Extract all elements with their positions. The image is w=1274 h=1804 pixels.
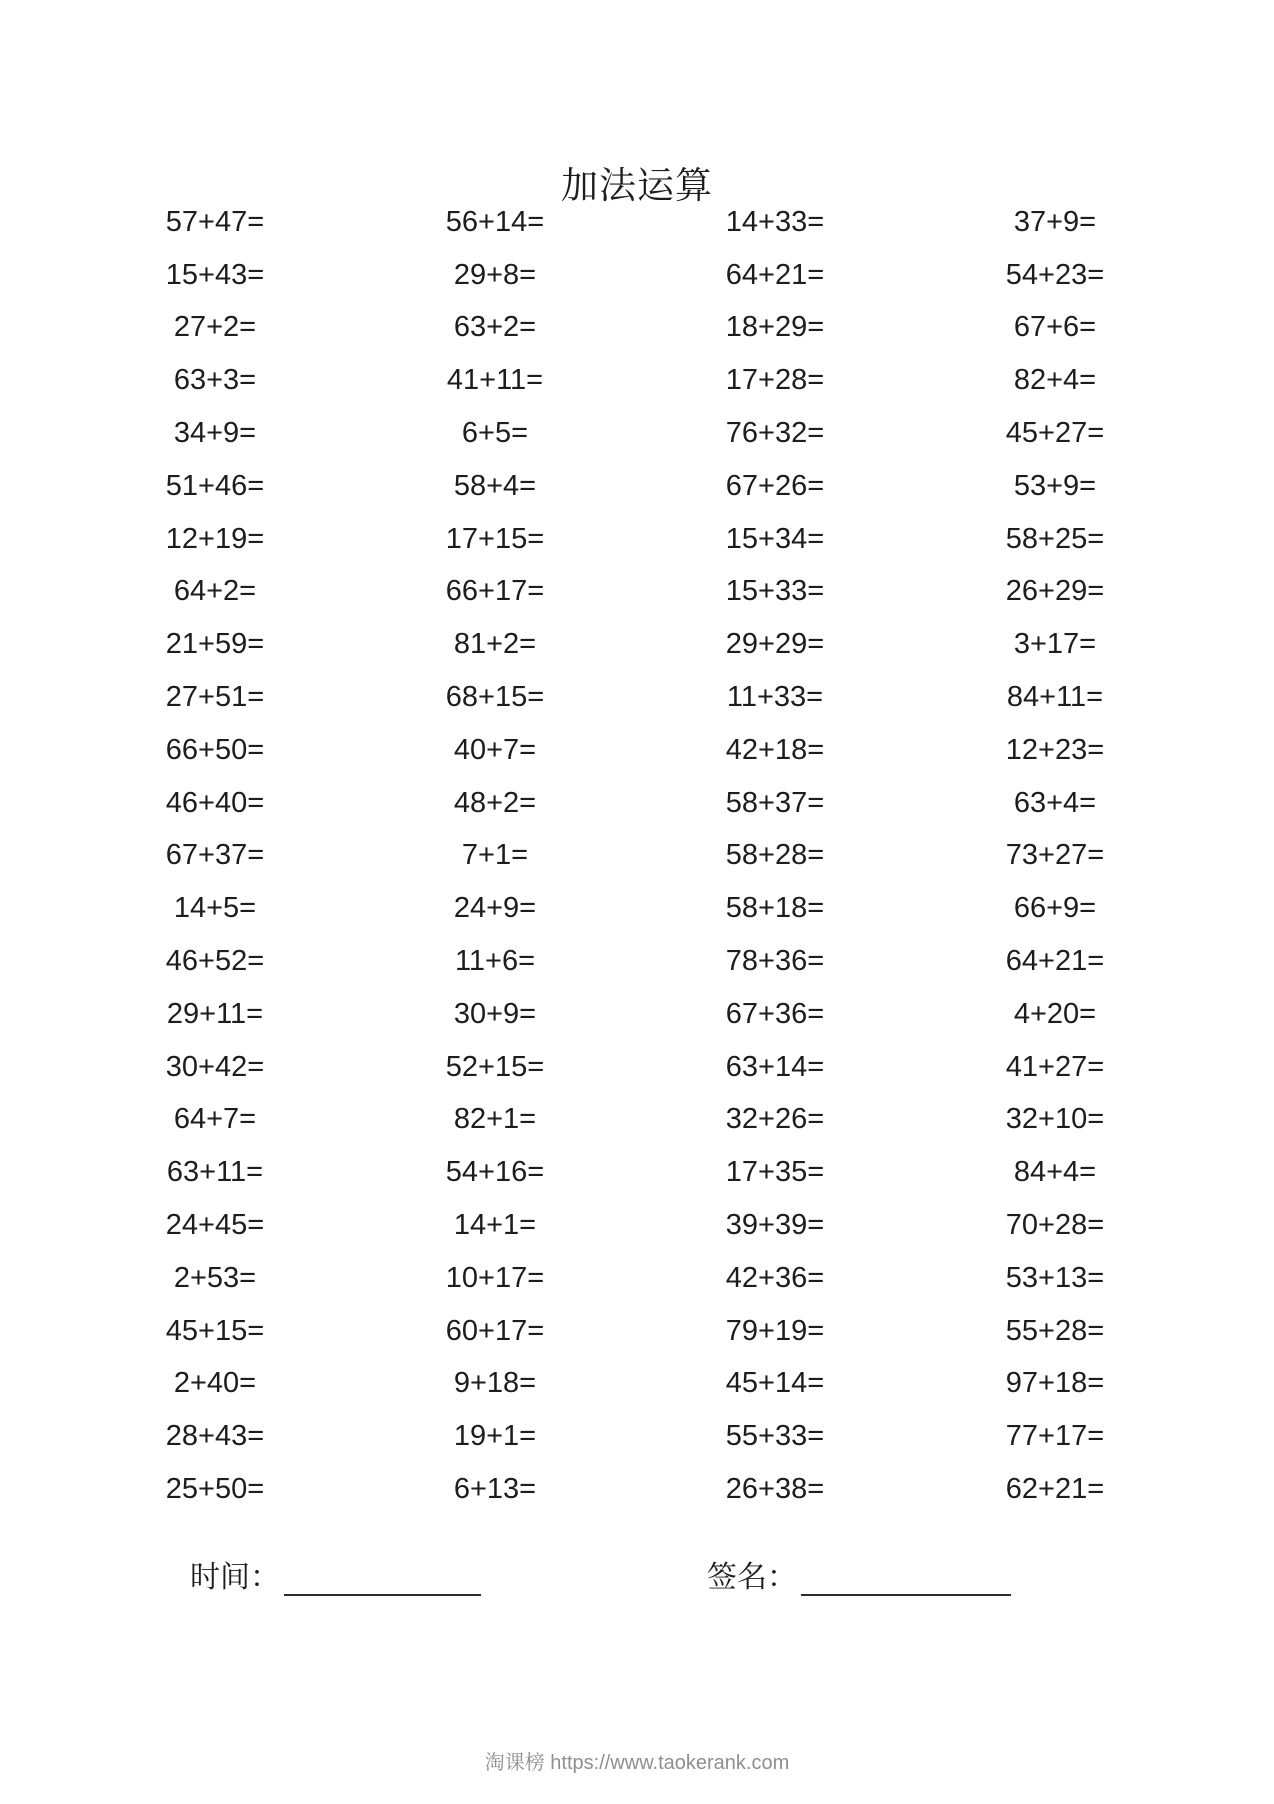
problem-r9-c2: 81+2= bbox=[453, 628, 537, 661]
problem-r4-c2: 41+11= bbox=[446, 364, 544, 397]
problem-r1-c3: 14+33= bbox=[725, 205, 825, 238]
problem-r22-c2: 60+17= bbox=[445, 1314, 545, 1347]
problem-r21-c3: 42+36= bbox=[725, 1261, 825, 1294]
problem-r25-c3: 26+38= bbox=[725, 1473, 825, 1506]
problem-r18-c2: 82+1= bbox=[453, 1103, 537, 1136]
problem-r16-c2: 30+9= bbox=[453, 997, 537, 1030]
problem-r15-c4: 64+21= bbox=[1005, 945, 1105, 978]
problem-r2-c3: 64+21= bbox=[725, 258, 825, 291]
problem-r13-c4: 73+27= bbox=[1005, 839, 1105, 872]
problem-r17-c1: 30+42= bbox=[165, 1050, 265, 1083]
problem-r19-c2: 54+16= bbox=[445, 1156, 545, 1189]
problem-r22-c1: 45+15= bbox=[165, 1314, 265, 1347]
problem-r14-c3: 58+18= bbox=[725, 892, 825, 925]
page-title: 加法运算 bbox=[561, 165, 713, 206]
signature-label: 签名： bbox=[707, 1561, 797, 1594]
problem-r15-c3: 78+36= bbox=[725, 945, 825, 978]
problems-grid bbox=[75, 196, 1195, 1516]
problem-r9-c1: 21+59= bbox=[165, 628, 265, 661]
problem-r17-c4: 41+27= bbox=[1005, 1050, 1105, 1083]
problem-r23-c2: 9+18= bbox=[453, 1367, 537, 1400]
problem-r20-c4: 70+28= bbox=[1005, 1209, 1105, 1242]
time-field bbox=[190, 1552, 481, 1596]
problem-r7-c4: 58+25= bbox=[1005, 522, 1105, 555]
problem-r7-c2: 17+15= bbox=[445, 522, 545, 555]
problem-r2-c4: 54+23= bbox=[1005, 258, 1105, 291]
problem-r21-c4: 53+13= bbox=[1005, 1261, 1105, 1294]
problem-r14-c2: 24+9= bbox=[453, 892, 537, 925]
problem-r5-c2: 6+5= bbox=[461, 417, 529, 450]
problem-r1-c1: 57+47= bbox=[165, 205, 265, 238]
problem-r17-c2: 52+15= bbox=[445, 1050, 545, 1083]
problem-r18-c3: 32+26= bbox=[725, 1103, 825, 1136]
problem-r3-c2: 63+2= bbox=[453, 311, 537, 344]
problem-r5-c1: 34+9= bbox=[173, 417, 257, 450]
problem-r11-c2: 40+7= bbox=[453, 733, 537, 766]
signature-field bbox=[707, 1552, 1011, 1596]
problem-r9-c4: 3+17= bbox=[1013, 628, 1097, 661]
problem-r20-c3: 39+39= bbox=[725, 1209, 825, 1242]
problem-r19-c3: 17+35= bbox=[725, 1156, 825, 1189]
problem-r20-c2: 14+1= bbox=[453, 1209, 537, 1242]
problem-r6-c2: 58+4= bbox=[453, 469, 537, 502]
problem-r15-c2: 11+6= bbox=[454, 945, 536, 978]
problem-r16-c3: 67+36= bbox=[725, 997, 825, 1030]
problem-r14-c1: 14+5= bbox=[173, 892, 257, 925]
problem-r24-c4: 77+17= bbox=[1005, 1420, 1105, 1453]
signature-blank-line bbox=[801, 1560, 1011, 1596]
problem-r24-c1: 28+43= bbox=[165, 1420, 265, 1453]
problem-r1-c2: 56+14= bbox=[445, 205, 545, 238]
problem-r24-c2: 19+1= bbox=[453, 1420, 537, 1453]
problem-r18-c1: 64+7= bbox=[173, 1103, 257, 1136]
problem-r7-c3: 15+34= bbox=[725, 522, 825, 555]
problem-r10-c1: 27+51= bbox=[165, 681, 265, 714]
problem-r13-c3: 58+28= bbox=[725, 839, 825, 872]
problem-r10-c3: 11+33= bbox=[726, 681, 824, 714]
problem-r12-c3: 58+37= bbox=[725, 786, 825, 819]
problem-r6-c3: 67+26= bbox=[725, 469, 825, 502]
problem-r6-c1: 51+46= bbox=[165, 469, 265, 502]
time-blank-line bbox=[284, 1560, 481, 1596]
problem-r1-c4: 37+9= bbox=[1013, 205, 1097, 238]
problem-r16-c4: 4+20= bbox=[1013, 997, 1097, 1030]
problem-r8-c2: 66+17= bbox=[445, 575, 545, 608]
problem-r19-c1: 63+11= bbox=[166, 1156, 264, 1189]
problem-r7-c1: 12+19= bbox=[165, 522, 265, 555]
problem-r21-c2: 10+17= bbox=[445, 1261, 545, 1294]
problem-r3-c3: 18+29= bbox=[725, 311, 825, 344]
problem-r11-c3: 42+18= bbox=[725, 733, 825, 766]
problem-r21-c1: 2+53= bbox=[173, 1261, 257, 1294]
problem-r11-c1: 66+50= bbox=[165, 733, 265, 766]
problem-r15-c1: 46+52= bbox=[165, 945, 265, 978]
problem-r25-c2: 6+13= bbox=[453, 1473, 537, 1506]
problem-r23-c4: 97+18= bbox=[1005, 1367, 1105, 1400]
problem-r14-c4: 66+9= bbox=[1013, 892, 1097, 925]
problem-r19-c4: 84+4= bbox=[1013, 1156, 1097, 1189]
problem-r18-c4: 32+10= bbox=[1005, 1103, 1105, 1136]
problem-r12-c2: 48+2= bbox=[453, 786, 537, 819]
problem-r8-c1: 64+2= bbox=[173, 575, 257, 608]
problem-r3-c4: 67+6= bbox=[1013, 311, 1097, 344]
site-footer-text: 淘课榜 https://www.taokerank.com bbox=[484, 1752, 790, 1774]
problem-r3-c1: 27+2= bbox=[173, 311, 257, 344]
problem-r23-c1: 2+40= bbox=[173, 1367, 257, 1400]
problem-r8-c4: 26+29= bbox=[1005, 575, 1105, 608]
problem-r8-c3: 15+33= bbox=[725, 575, 825, 608]
problem-r25-c4: 62+21= bbox=[1005, 1473, 1105, 1506]
problem-r17-c3: 63+14= bbox=[725, 1050, 825, 1083]
problem-r11-c4: 12+23= bbox=[1005, 733, 1105, 766]
problem-r10-c4: 84+11= bbox=[1006, 681, 1104, 714]
problem-r4-c4: 82+4= bbox=[1013, 364, 1097, 397]
time-label: 时间： bbox=[190, 1561, 280, 1594]
problem-r2-c1: 15+43= bbox=[165, 258, 265, 291]
problem-r4-c1: 63+3= bbox=[173, 364, 257, 397]
problem-r13-c1: 67+37= bbox=[165, 839, 265, 872]
problem-r12-c4: 63+4= bbox=[1013, 786, 1097, 819]
problem-r16-c1: 29+11= bbox=[166, 997, 264, 1030]
problem-r24-c3: 55+33= bbox=[725, 1420, 825, 1453]
problem-r13-c2: 7+1= bbox=[461, 839, 529, 872]
problem-r20-c1: 24+45= bbox=[165, 1209, 265, 1242]
problem-r25-c1: 25+50= bbox=[165, 1473, 265, 1506]
problem-r5-c3: 76+32= bbox=[725, 417, 825, 450]
problem-r23-c3: 45+14= bbox=[725, 1367, 825, 1400]
footer-fields bbox=[0, 1552, 1274, 1598]
problem-r10-c2: 68+15= bbox=[445, 681, 545, 714]
problem-r9-c3: 29+29= bbox=[725, 628, 825, 661]
problem-r4-c3: 17+28= bbox=[725, 364, 825, 397]
problem-r2-c2: 29+8= bbox=[453, 258, 537, 291]
problem-r12-c1: 46+40= bbox=[165, 786, 265, 819]
problem-r5-c4: 45+27= bbox=[1005, 417, 1105, 450]
problem-r6-c4: 53+9= bbox=[1013, 469, 1097, 502]
problem-r22-c4: 55+28= bbox=[1005, 1314, 1105, 1347]
problem-r22-c3: 79+19= bbox=[725, 1314, 825, 1347]
